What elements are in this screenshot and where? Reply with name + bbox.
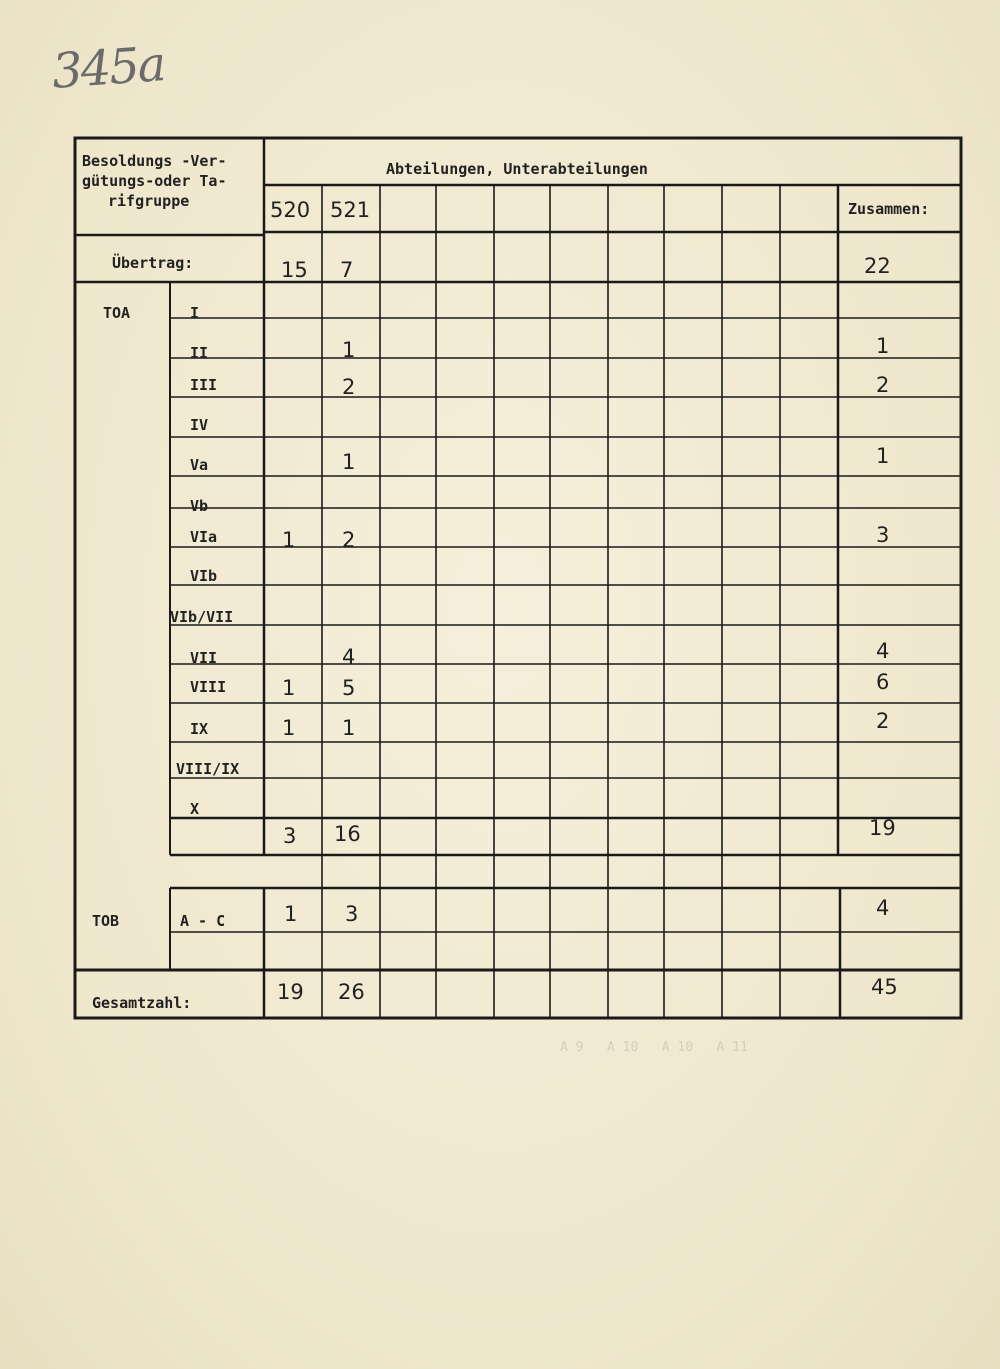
dept-520-header: 520	[270, 198, 311, 222]
total-header: Zusammen:	[848, 200, 930, 218]
grade-label: VIa	[190, 528, 218, 546]
cell-total: 1	[876, 334, 890, 358]
tob-dept-520: 1	[284, 902, 298, 926]
grand-total-dept-521: 26	[338, 980, 365, 1004]
carryover-total: 22	[864, 254, 891, 278]
toa-label: TOA	[103, 304, 131, 322]
tob-grade-label: A - C	[180, 912, 226, 930]
grade-label: Va	[190, 456, 209, 474]
grade-label: IX	[190, 720, 209, 738]
grade-label: VIII	[190, 678, 227, 696]
cell-dept-521: 2	[342, 375, 356, 399]
grade-label: VIII/IX	[176, 760, 240, 778]
group-header-line2: gütungs-oder Ta-	[82, 172, 227, 190]
cell-total: 4	[876, 639, 890, 663]
grade-label: III	[190, 376, 218, 394]
departments-header: Abteilungen, Unterabteilungen	[386, 160, 648, 178]
tob-dept-521: 3	[345, 902, 359, 926]
carryover-dept-520: 15	[281, 258, 308, 282]
cell-dept-521: 1	[342, 338, 356, 362]
cell-dept-520: 1	[282, 676, 296, 700]
toa-subtotal-total: 19	[869, 816, 896, 840]
grade-label: VIb/VII	[170, 608, 234, 626]
cell-dept-520: 1	[282, 528, 296, 552]
grade-label: IV	[190, 416, 209, 434]
carryover-label: Übertrag:	[112, 254, 194, 272]
group-header-line3: rifgruppe	[108, 192, 190, 210]
grade-label: VII	[190, 649, 218, 667]
cell-total: 1	[876, 444, 890, 468]
toa-subtotal-dept-521: 16	[334, 822, 361, 846]
grade-label: X	[190, 800, 200, 818]
grade-label: II	[190, 344, 209, 362]
tob-total: 4	[876, 896, 890, 920]
grade-label: VIb	[190, 567, 218, 585]
cell-total: 6	[876, 670, 890, 694]
grade-label: I	[190, 304, 200, 322]
cell-total: 3	[876, 523, 890, 547]
cell-dept-521: 2	[342, 528, 356, 552]
grade-label: Vb	[190, 497, 209, 515]
cell-dept-521: 1	[342, 450, 356, 474]
cell-total: 2	[876, 709, 890, 733]
cell-total: 2	[876, 373, 890, 397]
carryover-dept-521: 7	[340, 258, 354, 282]
bleed-through-marks: A 9 A 10 A 10 A 11	[560, 1040, 748, 1055]
cell-dept-521: 4	[342, 645, 356, 669]
cell-dept-521: 1	[342, 716, 356, 740]
toa-subtotal-dept-520: 3	[283, 824, 297, 848]
grand-total-dept-520: 19	[277, 980, 304, 1004]
cell-dept-520: 1	[282, 716, 296, 740]
page-number: 345a	[50, 36, 167, 100]
dept-521-header: 521	[330, 198, 371, 222]
grand-total-total: 45	[871, 975, 898, 999]
tob-label: TOB	[92, 912, 120, 930]
grand-total-label: Gesamtzahl:	[92, 994, 192, 1012]
cell-dept-521: 5	[342, 676, 356, 700]
group-header-line1: Besoldungs -Ver-	[82, 152, 227, 170]
